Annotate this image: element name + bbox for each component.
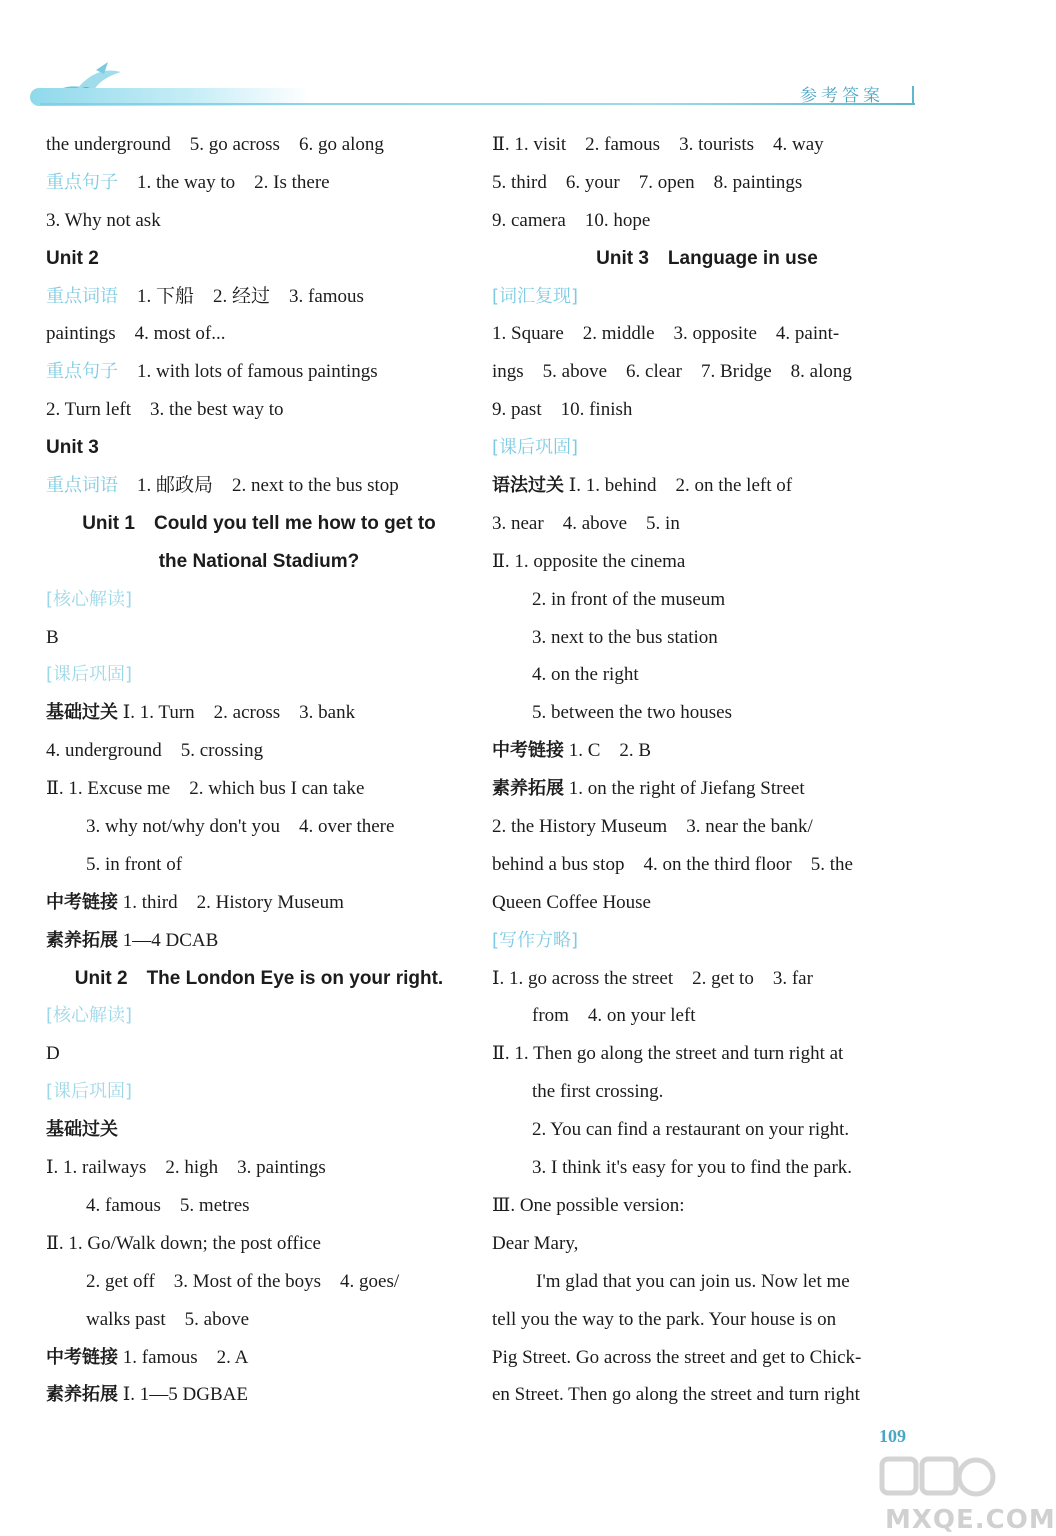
answer-text: 3. I think it's easy for you to find the park.: [532, 1157, 853, 1179]
answer-line: [46, 164, 472, 202]
answer-text: Ⅲ. One possible version:: [492, 1194, 685, 1216]
answer-text: 5. third 6. your 7. open 8. paintings: [492, 171, 803, 193]
answer-text: walks past 5. above: [86, 1308, 250, 1330]
answer-line: [492, 391, 922, 429]
answer-text: 1. with lots of famous paintings: [118, 361, 378, 383]
answer-line: [492, 732, 922, 770]
answer-text: 1. 邮政局 2. next to the bus stop: [118, 475, 399, 497]
answer-text: 3. near 4. above 5. in: [492, 512, 680, 534]
answer-line: [46, 808, 472, 846]
answer-line: [492, 1035, 922, 1073]
watermark-text: MXQE.COM: [885, 1505, 1056, 1535]
answer-line: [492, 997, 922, 1035]
answer-text: Ⅱ. 1. Then go along the street and turn right at: [492, 1043, 844, 1065]
unit-heading-text: Unit 3: [46, 437, 99, 459]
answer-line: [46, 278, 472, 316]
answer-text: 2. You can find a restaurant on your right.: [532, 1119, 850, 1141]
answer-line: [492, 1149, 922, 1187]
answer-line: [46, 1263, 472, 1301]
answer-text: 4. underground 5. crossing: [46, 740, 264, 762]
answer-text: 1. 下船 2. 经过 3. famous: [118, 285, 364, 307]
lesson-title-text: Unit 2 The London Eye is on your right.: [74, 967, 444, 989]
unit-heading: [46, 240, 472, 278]
answer-text: 2. get off 3. Most of the boys 4. goes/: [86, 1270, 400, 1292]
answer-line: [46, 884, 472, 922]
answer-text: en Street. Then go along the street and turn right: [492, 1384, 860, 1406]
answer-line: [492, 353, 922, 391]
section-label: 语法过关: [492, 475, 564, 497]
answer-text: 2. Turn left 3. the best way to: [46, 399, 284, 421]
section-tag-text: 重点句子: [46, 171, 118, 193]
answer-text: behind a bus stop 4. on the third floor 5. the: [492, 853, 853, 875]
section-tag-text: [核心解读]: [46, 588, 133, 610]
answer-line: [492, 505, 922, 543]
page-header: [0, 0, 1004, 112]
answer-text: from 4. on your left: [532, 1005, 696, 1027]
answer-text: 5. between the two houses: [532, 702, 732, 724]
answer-line: [492, 960, 922, 998]
section-label: 中考链接: [492, 740, 564, 762]
section-label: 基础过关: [46, 1119, 118, 1141]
section-tag-text: [词汇复现]: [492, 285, 579, 307]
lesson-title-text: Unit 3 Language in use: [596, 247, 818, 269]
answer-text: Queen Coffee House: [492, 891, 651, 913]
answer-line: [46, 126, 472, 164]
answer-line: [492, 315, 922, 353]
answer-line: [492, 126, 922, 164]
section-tag: [46, 1073, 472, 1111]
answer-line: [492, 1111, 922, 1149]
answer-text: 1—4 DCAB: [118, 929, 219, 951]
answer-text: 1. third 2. History Museum: [118, 891, 344, 913]
answer-text: 4. famous 5. metres: [86, 1194, 250, 1216]
answer-text: I'm glad that you can join us. Now let me: [536, 1270, 850, 1292]
answer-text: paintings 4. most of...: [46, 323, 226, 345]
answer-text: D: [46, 1043, 60, 1065]
section-tag: [46, 997, 472, 1035]
answer-line: [46, 922, 472, 960]
section-tag-text: [核心解读]: [46, 1005, 133, 1027]
answer-text: Ⅱ. 1. Go/Walk down; the post office: [46, 1232, 321, 1254]
section-tag-text: [课后巩固]: [46, 1081, 133, 1103]
answer-line: [46, 732, 472, 770]
answer-line: [492, 1301, 922, 1339]
answer-line: [492, 1339, 922, 1377]
unit-heading: [46, 429, 472, 467]
answer-line: [492, 884, 922, 922]
answer-line: [492, 808, 922, 846]
answer-text: 1. the way to 2. Is there: [118, 171, 330, 193]
answer-line: [46, 391, 472, 429]
answer-text: 9. past 10. finish: [492, 399, 633, 421]
header-tick: [912, 86, 914, 104]
answer-line: [492, 467, 922, 505]
section-tag-text: [课后巩固]: [492, 437, 579, 459]
answer-line: [46, 1225, 472, 1263]
section-label: 中考链接: [46, 1346, 118, 1368]
lesson-title-text: Unit 1 Could you tell me how to get to: [82, 512, 436, 534]
answer-text: 3. Why not ask: [46, 209, 161, 231]
answer-line: [492, 846, 922, 884]
answer-text: Ⅰ. 1—5 DGBAE: [118, 1384, 248, 1406]
answer-text: Ⅰ. 1. Turn 2. across 3. bank: [118, 702, 356, 724]
answer-line: [46, 770, 472, 808]
header-rule: [40, 103, 915, 105]
answer-text: the underground 5. go across 6. go along: [46, 134, 384, 155]
answer-line: [492, 1263, 922, 1301]
section-tag-text: 重点词语: [46, 475, 118, 497]
section-tag-text: 重点词语: [46, 285, 118, 307]
right-column: [492, 126, 922, 1414]
lesson-title: [492, 240, 922, 278]
answer-line: [46, 1301, 472, 1339]
answer-line: [492, 278, 922, 316]
answer-text: 5. in front of: [86, 853, 183, 875]
answer-line: [492, 1376, 922, 1414]
answer-text: 1. Square 2. middle 3. opposite 4. paint-: [492, 323, 840, 345]
answer-line: [492, 694, 922, 732]
answer-line: [46, 846, 472, 884]
section-label: 素养拓展: [46, 929, 118, 951]
lesson-title: [46, 543, 472, 581]
answer-text: 2. the History Museum 3. near the bank/: [492, 816, 813, 838]
answer-text: the first crossing.: [532, 1081, 664, 1103]
answer-line: [46, 694, 472, 732]
answer-text: Pig Street. Go across the street and get to Chick-: [492, 1346, 862, 1368]
section-label: 基础过关: [46, 702, 118, 724]
answer-line: [492, 581, 922, 619]
answer-line: [46, 1111, 472, 1149]
answer-text: ings 5. above 6. clear 7. Bridge 8. along: [492, 361, 852, 383]
answer-text: 3. next to the bus station: [532, 626, 718, 648]
answer-text: tell you the way to the park. Your house is on: [492, 1308, 837, 1330]
answer-line: [492, 656, 922, 694]
header-label: 参考答案: [800, 86, 884, 106]
lesson-title: [46, 505, 472, 543]
section-tag: [46, 581, 472, 619]
unit-heading-text: Unit 2: [46, 247, 99, 269]
answer-text: 1. on the right of Jiefang Street: [564, 778, 805, 800]
section-tag-text: 重点句子: [46, 361, 118, 383]
answer-text: 3. why not/why don't you 4. over there: [86, 816, 395, 838]
answer-line: [46, 1376, 472, 1414]
answer-line: [46, 202, 472, 240]
answer-line: [492, 619, 922, 657]
answer-line: [492, 1187, 922, 1225]
answer-text: Ⅱ. 1. opposite the cinema: [492, 550, 686, 572]
answer-line: [46, 1339, 472, 1377]
answer-text: 4. on the right: [532, 664, 639, 686]
section-tag-text: [课后巩固]: [46, 664, 133, 686]
answer-line: [46, 467, 472, 505]
answer-line: [46, 1187, 472, 1225]
answer-text: Ⅰ. 1. go across the street 2. get to 3. far: [492, 967, 813, 989]
section-label: 素养拓展: [46, 1384, 118, 1406]
answer-line: [46, 315, 472, 353]
answer-text: B: [46, 626, 59, 648]
section-tag-text: [写作方略]: [492, 929, 579, 951]
section-label: 中考链接: [46, 891, 118, 913]
lesson-title: [46, 960, 472, 998]
section-tag: [46, 656, 472, 694]
left-column: [46, 126, 472, 1414]
answer-text: 1. famous 2. A: [118, 1346, 249, 1368]
answer-line: [492, 1225, 922, 1263]
page-number: 109: [879, 1426, 906, 1446]
answer-text: 2. in front of the museum: [532, 588, 726, 610]
answer-line: [492, 770, 922, 808]
answer-line: [492, 202, 922, 240]
answer-text: Ⅰ. 1. behind 2. on the left of: [564, 475, 793, 497]
answer-text: 9. camera 10. hope: [492, 209, 651, 231]
answer-line: [46, 1149, 472, 1187]
answer-text: Ⅱ. 1. visit 2. famous 3. tourists 4. way: [492, 134, 824, 155]
answer-text: Ⅱ. 1. Excuse me 2. which bus I can take: [46, 778, 365, 800]
answer-text: Ⅰ. 1. railways 2. high 3. paintings: [46, 1157, 326, 1179]
answer-line: [492, 543, 922, 581]
section-label: 素养拓展: [492, 778, 564, 800]
answer-line: [492, 429, 922, 467]
answer-text: Dear Mary,: [492, 1232, 579, 1254]
answer-line: [46, 619, 472, 657]
answer-text: 1. C 2. B: [564, 740, 652, 762]
answer-line: [492, 164, 922, 202]
answer-line: [492, 922, 922, 960]
answer-line: [46, 353, 472, 391]
answer-line: [492, 1073, 922, 1111]
lesson-title-text: the National Stadium?: [158, 550, 360, 572]
answer-line: [46, 1035, 472, 1073]
